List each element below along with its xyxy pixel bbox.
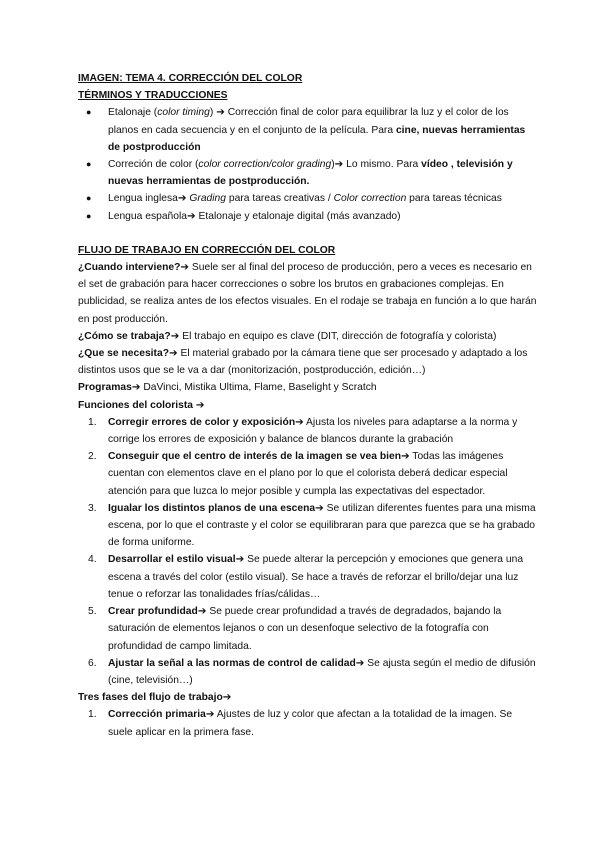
arrow-icon: ➔: [334, 159, 344, 171]
arrow-icon: ➔: [216, 107, 225, 119]
terms-list: [78, 104, 538, 224]
arrow-icon: ➔: [235, 554, 245, 566]
arrow-icon: ➔: [355, 657, 365, 669]
when-paragraph: ¿Cuando interviene?➔ Suele ser al final del proceso de producción, pero a veces es necesario en el set de grabación para hacer correcciones o sobre los brutos en grabaciones complejas. En publicidad, se realiza antes de los efectos visuales. En el rodaje se trabaja en función a lo que harán en post producción.: [78, 262, 537, 325]
list-item: 3. Igualar los distintos planos de una escena➔ Se utilizan diferentes fuentes para una misma escena, por lo que el contraste y el color se equilibraran para que parezca que se ha grabado de forma uniforme.: [88, 502, 536, 549]
bullet-icon: ●: [86, 193, 92, 204]
functions-list: [78, 414, 538, 689]
list-item: ● Correción de color (color correction/color grading)➔ Lo mismo. Para vídeo , televisión y nuevas herramientas de postproducción.: [78, 156, 538, 190]
list-item: 1. Corregir errores de color y exposición➔ Ajusta los niveles para adaptarse a la norma y corrige los errores de exposición y balance de blancos durante la grabación: [88, 416, 518, 446]
document-page: [78, 70, 538, 741]
list-item: 5. Crear profundidad➔ Se puede crear profundidad a través de degradados, bajando la saturación de elementos lejanos o con un desenfoque selectivo de la fotografía con profundidad de campo limitada.: [88, 606, 502, 652]
functions-heading: Funciones del colorista ➔: [78, 399, 205, 411]
list-item: 6. Ajustar la señal a las normas de control de calidad➔ Se ajusta según el medio de difusión (cine, televisión…): [88, 657, 536, 686]
how-paragraph: ¿Cómo se trabaja?➔ El trabajo en equipo es clave (DIT, dirección de fotografía y colorista): [78, 330, 497, 342]
bullet-icon: ●: [86, 210, 92, 221]
list-item: 1. Corrección primaria➔ Ajustes de luz y color que afectan a la totalidad de la imagen. Se suele aplicar en la primera fase.: [88, 709, 513, 738]
document-title: IMAGEN: TEMA 4. CORRECCIÓN DEL COLOR: [78, 73, 303, 84]
bullet-icon: ●: [86, 107, 92, 118]
arrow-icon: ➔: [177, 193, 187, 205]
list-item: 4. Desarrollar el estilo visual➔ Se puede alterar la percepción y emociones que genera una escena a través del color (estilo visual). Se hace a través de reforzar el brillo/dejar una luz tenue o reforzar las tonalidades frías/cálidas…: [88, 554, 524, 600]
arrow-icon: ➔: [170, 330, 180, 342]
arrow-icon: ➔: [131, 382, 141, 394]
arrow-icon: ➔: [222, 692, 232, 704]
list-item: ● Lengua inglesa➔ Grading para tareas creativas / Color correction para tareas técnicas: [78, 190, 538, 207]
arrow-icon: ➔: [197, 606, 207, 618]
list-item: 2. Conseguir que el centro de interés de la imagen se vea bien➔ Todas las imágenes cuentan con elementos clave en el plano por lo que el colorista deberá dedicar especial atención para que luzca lo mejor posible y cumpla las expectativas del espectador.: [88, 451, 508, 497]
list-item: ● Lengua española➔ Etalonaje y etalonaje digital (más avanzado): [78, 208, 538, 225]
phases-list: [78, 706, 538, 740]
terms-heading: TÉRMINOS Y TRADUCCIONES: [78, 90, 228, 102]
workflow-heading: FLUJO DE TRABAJO EN CORRECCIÓN DEL COLOR: [78, 244, 336, 256]
bullet-icon: ●: [86, 159, 92, 170]
arrow-icon: ➔: [295, 416, 304, 428]
programs-paragraph: Programas➔ DaVinci, Mistika Ultima, Flame, Baselight y Scratch: [78, 382, 377, 394]
arrow-icon: ➔: [169, 348, 178, 360]
arrow-icon: ➔: [205, 709, 215, 721]
arrow-icon: ➔: [180, 262, 190, 274]
arrow-icon: ➔: [187, 210, 196, 222]
arrow-icon: ➔: [195, 399, 205, 411]
list-item: ● Etalonaje (color timing) ➔ Corrección final de color para equilibrar la luz y el color de los planos en cada secuencia y en el conjunto de la película. Para cine, nuevas herramientas de postproducción: [78, 104, 538, 156]
phases-heading: Tres fases del flujo de trabajo➔: [78, 692, 232, 704]
arrow-icon: ➔: [315, 502, 324, 514]
need-paragraph: ¿Que se necesita?➔ El material grabado por la cámara tiene que ser procesado y adaptado a los distintos usos que se le va a dar (monitorización, postproducción, edición…): [78, 348, 528, 377]
arrow-icon: ➔: [400, 451, 410, 463]
